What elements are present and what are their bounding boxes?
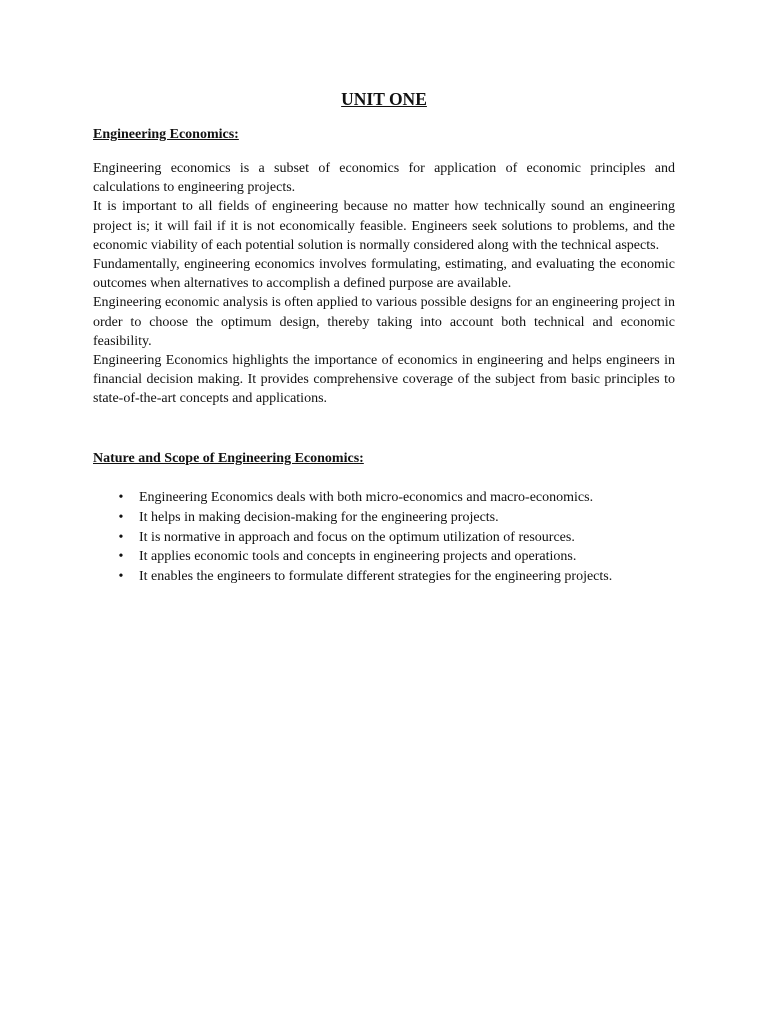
paragraph: It is important to all fields of engineering because no matter how technically sound an engineering project is; it will fail if it is not economically feasible. Engineers seek solutions to problems, and the economic viability of each potential solution is normally considered along with the technical aspects. [93,199,675,253]
section-body-engineering-economics [93,159,675,409]
paragraph: Fundamentally, engineering economics involves formulating, estimating, and evaluating the economic outcomes when alternatives to accomplish a defined purpose are available. [93,257,675,292]
bullet-icon: • [118,549,124,565]
section-heading-engineering-economics: Engineering Economics: [93,127,239,142]
list-item [93,488,693,508]
bullet-icon: • [118,569,124,585]
list-item [93,547,693,567]
page-title: UNIT ONE [341,89,427,109]
list-item-text: It applies economic tools and concepts in engineering projects and operations. [139,549,577,565]
bullet-icon: • [118,490,124,505]
section-heading-nature-and-scope: Nature and Scope of Engineering Economics: [93,451,364,466]
bullet-icon: • [118,509,124,525]
bullet-icon: • [118,529,124,545]
list-item-text: It helps in making decision-making for the engineering projects. [139,509,499,525]
list-item [93,528,693,548]
paragraph: Engineering economics is a subset of economics for application of economic principles and calculations to engineering projects. [93,161,675,196]
paragraph: Engineering Economics highlights the importance of economics in engineering and helps engineers in financial decision making. It provides comprehensive coverage of the subject from basic principles to state-of-the-art concepts and applications. [93,353,675,407]
list-item [93,508,693,528]
list-item-text: It enables the engineers to formulate different strategies for the engineering projects. [139,569,613,585]
bullet-list [93,488,693,587]
list-item-text: It is normative in approach and focus on the optimum utilization of resources. [139,529,575,545]
list-item-text: Engineering Economics deals with both micro-economics and macro-economics. [139,490,594,505]
paragraph: Engineering economic analysis is often applied to various possible designs for an engineering project in order to choose the optimum design, thereby taking into account both technical and economic feasibility. [93,295,675,349]
list-item [93,567,693,587]
